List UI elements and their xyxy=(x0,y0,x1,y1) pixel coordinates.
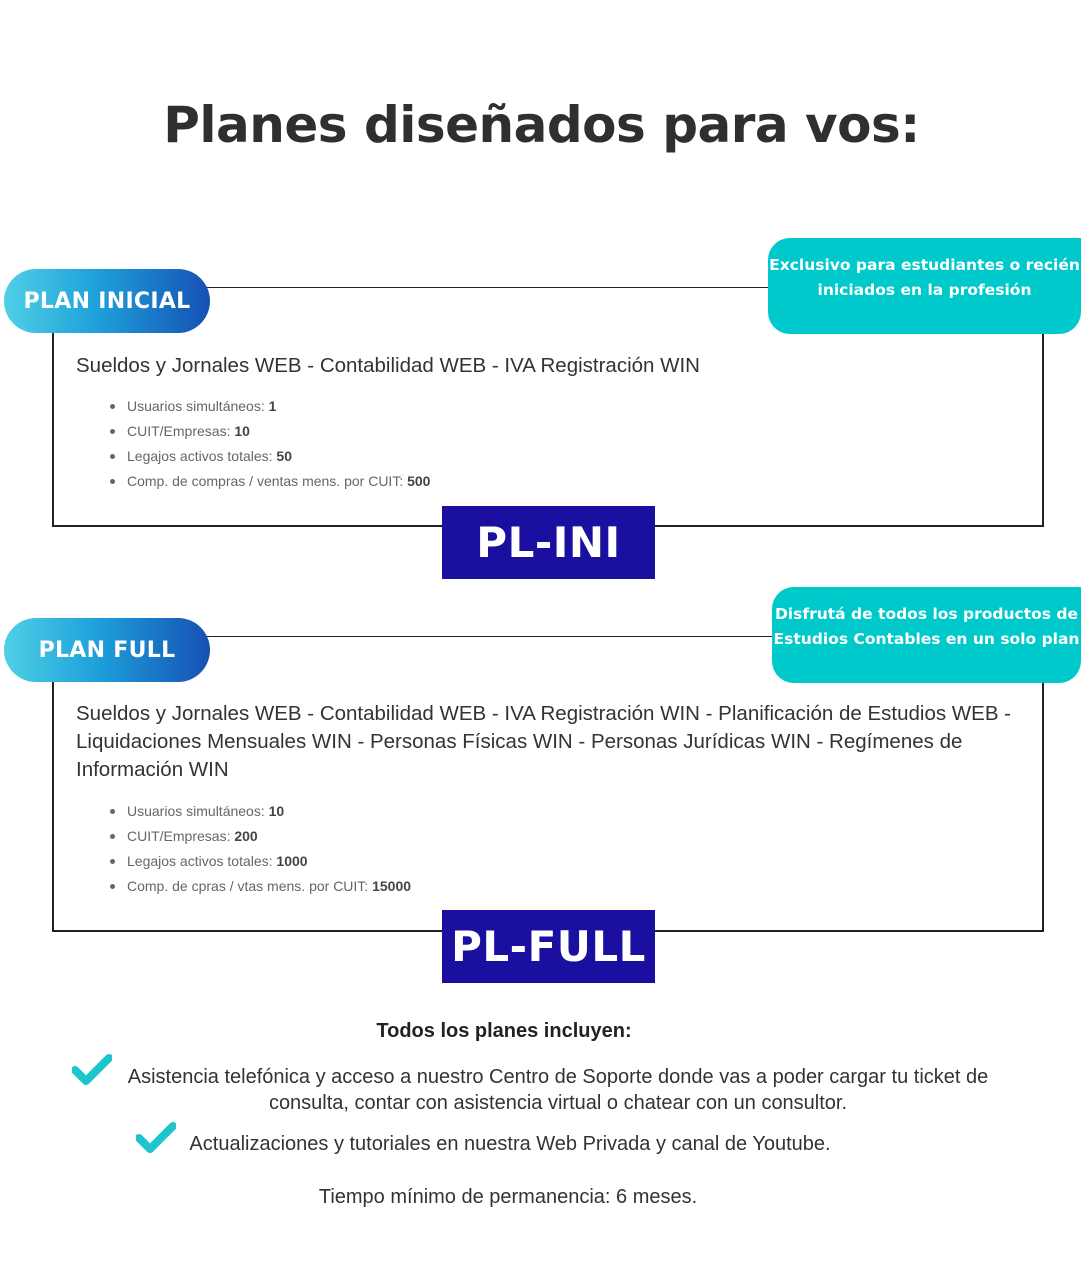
spec-item xyxy=(108,874,411,899)
plan-name-pill: PLAN FULL xyxy=(4,618,210,682)
page-title: Planes diseñados para vos: xyxy=(163,96,920,154)
spec-value: 50 xyxy=(276,448,292,464)
spec-value: 1 xyxy=(268,398,277,414)
includes-item-line: consulta, contar con asistencia virtual o chatear con un consultor. xyxy=(268,1092,848,1114)
plan-badge xyxy=(772,587,1081,683)
plan-products: Sueldos y Jornales WEB - Contabilidad WEB - IVA Registración WIN xyxy=(76,354,700,377)
spec-label: Legajos activos totales: xyxy=(127,448,277,464)
spec-label: CUIT/Empresas: xyxy=(127,828,235,844)
includes-item-support xyxy=(112,1064,1004,1116)
plan-code: PL-INI xyxy=(442,506,655,579)
spec-item xyxy=(108,444,430,469)
spec-item xyxy=(108,394,430,419)
min-stay-text: Tiempo mínimo de permanencia: 6 meses. xyxy=(318,1186,698,1208)
spec-item xyxy=(108,849,411,874)
check-icon xyxy=(72,1054,112,1086)
spec-label: Legajos activos totales: xyxy=(127,853,277,869)
spec-item xyxy=(108,799,411,824)
spec-value: 10 xyxy=(234,423,250,439)
plan-code: PL-FULL xyxy=(442,910,655,983)
spec-label: Usuarios simultáneos: xyxy=(127,398,269,414)
spec-value: 200 xyxy=(234,828,258,844)
badge-line: Exclusivo para estudiantes o recién xyxy=(769,256,1080,274)
spec-label: Comp. de cpras / vtas mens. por CUIT: xyxy=(127,878,373,894)
includes-item-updates: Actualizaciones y tutoriales en nuestra Web Privada y canal de Youtube. xyxy=(189,1133,831,1155)
spec-label: CUIT/Empresas: xyxy=(127,423,235,439)
check-icon xyxy=(136,1122,176,1154)
includes-item-line: Asistencia telefónica y acceso a nuestro Centro de Soporte donde vas a poder cargar tu ticket de xyxy=(127,1066,989,1088)
spec-item xyxy=(108,824,411,849)
plan-badge xyxy=(768,238,1081,334)
plan-specs-list xyxy=(108,799,411,899)
badge-line: Disfrutá de todos los productos de xyxy=(774,605,1079,623)
spec-value: 1000 xyxy=(276,853,308,869)
spec-label: Comp. de compras / ventas mens. por CUIT: xyxy=(127,473,408,489)
plan-products: Sueldos y Jornales WEB - Contabilidad WEB - IVA Registración WIN - Planificación de Estudios WEB - Liquidaciones Mensuales WIN - Personas Físicas WIN - Personas Jurídicas WIN - Regímenes de Información WIN xyxy=(76,702,1012,781)
spec-value: 500 xyxy=(407,473,431,489)
spec-value: 10 xyxy=(268,803,285,819)
plan-specs-list xyxy=(108,394,430,494)
plan-name-pill: PLAN INICIAL xyxy=(4,269,210,333)
badge-line: iniciados en la profesión xyxy=(817,281,1032,299)
spec-label: Usuarios simultáneos: xyxy=(127,803,269,819)
spec-item xyxy=(108,469,430,494)
spec-item xyxy=(108,419,430,444)
includes-title: Todos los planes incluyen: xyxy=(376,1020,632,1042)
spec-value: 15000 xyxy=(372,878,412,894)
badge-line: Estudios Contables en un solo plan xyxy=(773,630,1080,648)
